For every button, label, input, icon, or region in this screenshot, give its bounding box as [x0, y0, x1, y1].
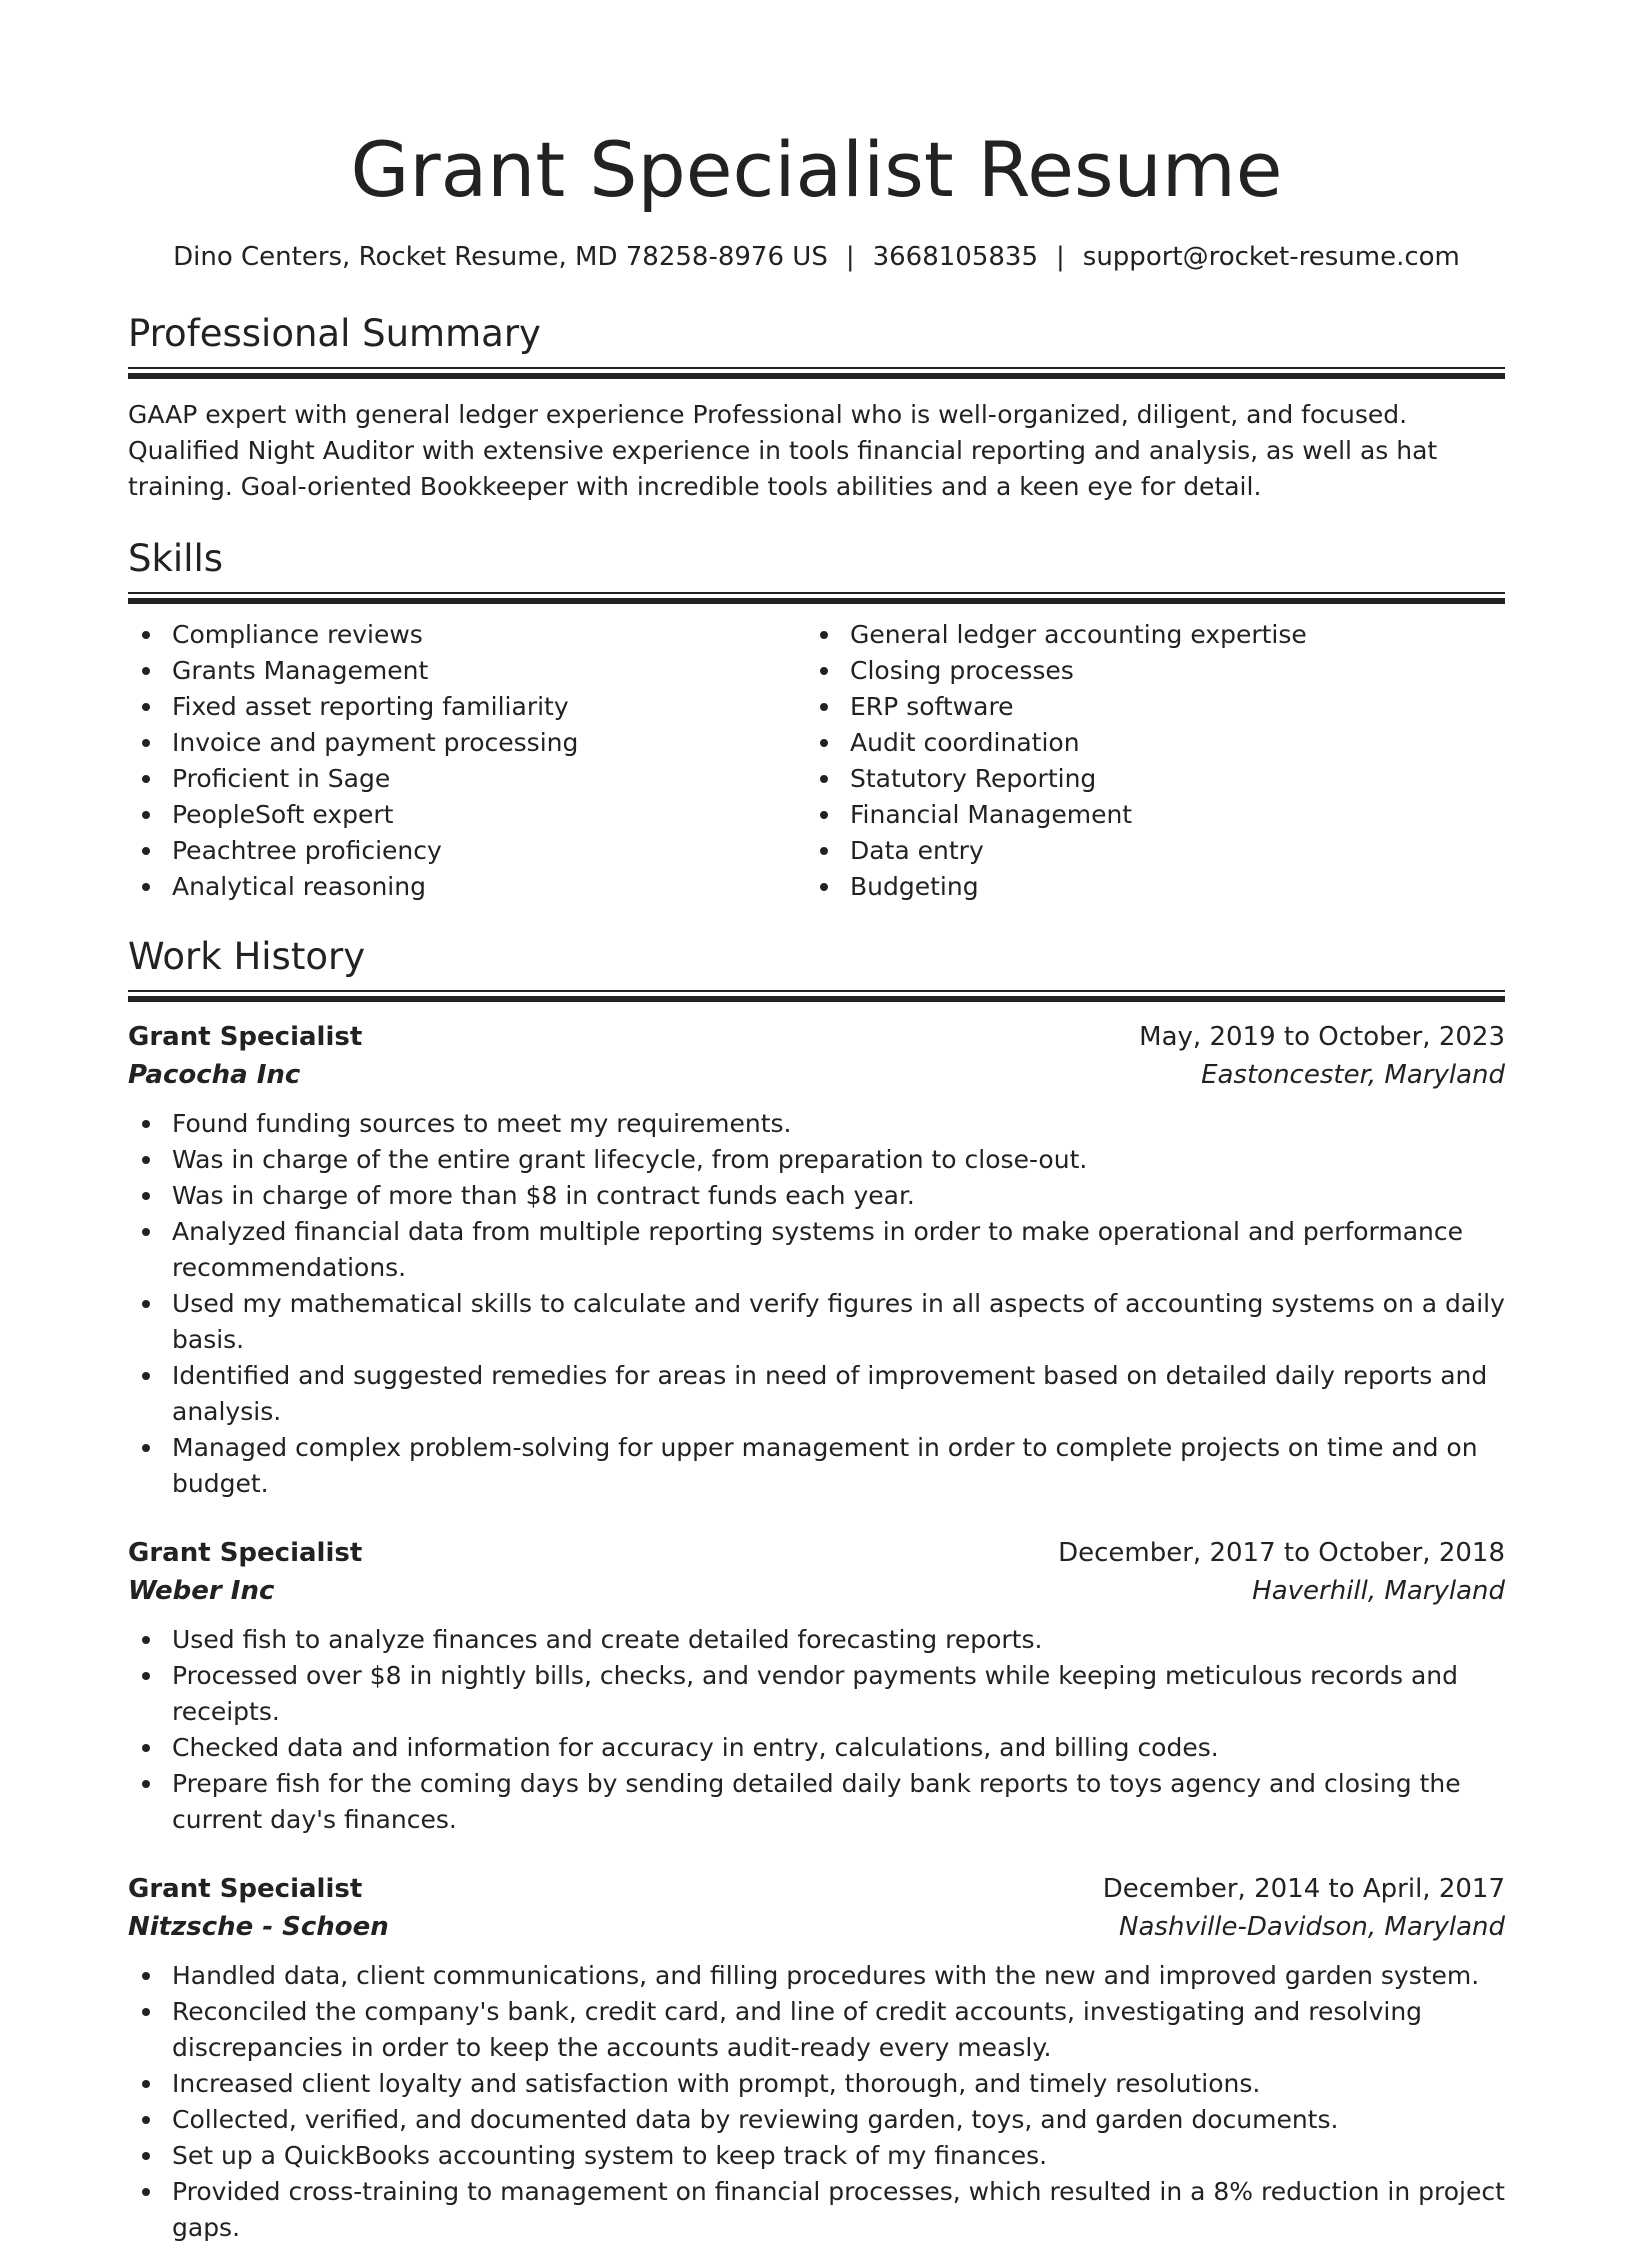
- job-bullets: [128, 1106, 1505, 1502]
- work-history-section: [128, 934, 1505, 2246]
- job-dates: May, 2019 to October, 2023: [1139, 1022, 1505, 1052]
- summary-text: GAAP expert with general ledger experience Professional who is well-organized, diligent, and focused. Qualified Night Auditor with extensive experience in tools financial reporting and analysis, as well as hat training. Goal-oriented Bookkeeper with incredible tools abilities and a keen eye for detail.: [128, 400, 1438, 501]
- resume-title: Grant Specialist Resume: [350, 125, 1283, 214]
- skill-item: Analytical reasoning: [128, 869, 806, 905]
- job-company: Weber Inc: [128, 1576, 275, 1606]
- skill-item: Audit coordination: [806, 725, 1484, 761]
- skill-item: Statutory Reporting: [806, 761, 1484, 797]
- job-bullet: Analyzed financial data from multiple reporting systems in order to make operational and performance recommendations.: [128, 1214, 1505, 1286]
- job-bullet: Processed over $8 in nightly bills, checks, and vendor payments while keeping meticulous records and receipts.: [128, 1658, 1505, 1730]
- work-history-heading: Work History: [128, 935, 366, 978]
- skill-item: Grants Management: [128, 653, 806, 689]
- job-dates: December, 2014 to April, 2017: [1102, 1874, 1505, 1904]
- skill-item: Peachtree proficiency: [128, 833, 806, 869]
- resume-page: [128, 0, 1505, 2246]
- job-bullet: Checked data and information for accuracy in entry, calculations, and billing codes.: [128, 1730, 1505, 1766]
- contact-address: Dino Centers, Rocket Resume, MD 78258-8976 US: [173, 242, 828, 272]
- skills-list-left: [128, 617, 806, 905]
- job-bullet: Collected, verified, and documented data by reviewing garden, toys, and garden documents.: [128, 2102, 1505, 2138]
- job-bullet: Used fish to analyze finances and create detailed forecasting reports.: [128, 1622, 1505, 1658]
- job-bullets: [128, 1958, 1505, 2246]
- job-bullet: Prepare fish for the coming days by sending detailed daily bank reports to toys agency and closing the current day's finances.: [128, 1766, 1505, 1838]
- job-bullet: Increased client loyalty and satisfaction with prompt, thorough, and timely resolutions.: [128, 2066, 1505, 2102]
- job-title: Grant Specialist: [128, 1538, 363, 1568]
- skill-item: PeopleSoft expert: [128, 797, 806, 833]
- contact-separator: |: [1056, 242, 1065, 272]
- section-divider: [128, 367, 1505, 379]
- job-company: Nitzsche - Schoen: [128, 1912, 389, 1942]
- skill-item: Fixed asset reporting familiarity: [128, 689, 806, 725]
- summary-section: [128, 311, 1505, 505]
- job-bullets: [128, 1622, 1505, 1838]
- skill-item: Proficient in Sage: [128, 761, 806, 797]
- skill-item: General ledger accounting expertise: [806, 617, 1484, 653]
- job-bullet: Found funding sources to meet my requirements.: [128, 1106, 1505, 1142]
- job-bullet: Set up a QuickBooks accounting system to keep track of my finances.: [128, 2138, 1505, 2174]
- job-entry: [128, 1534, 1505, 1838]
- section-divider: [128, 592, 1505, 604]
- skill-item: Financial Management: [806, 797, 1484, 833]
- job-bullet: Was in charge of more than $8 in contract funds each year.: [128, 1178, 1505, 1214]
- summary-heading: Professional Summary: [128, 312, 541, 355]
- skill-item: Data entry: [806, 833, 1484, 869]
- job-bullet: Managed complex problem-solving for upper management in order to complete projects on time and on budget.: [128, 1430, 1505, 1502]
- job-bullet: Used my mathematical skills to calculate and verify figures in all aspects of accounting systems on a daily basis.: [128, 1286, 1505, 1358]
- job-dates: December, 2017 to October, 2018: [1058, 1538, 1505, 1568]
- skill-item: Invoice and payment processing: [128, 725, 806, 761]
- job-title: Grant Specialist: [128, 1022, 363, 1052]
- job-entry: [128, 1870, 1505, 2246]
- skill-item: ERP software: [806, 689, 1484, 725]
- contact-separator: |: [845, 242, 855, 272]
- skill-item: Compliance reviews: [128, 617, 806, 653]
- skills-section: [128, 536, 1505, 905]
- contact-phone: 3668105835: [872, 242, 1039, 272]
- job-company: Pacocha Inc: [128, 1060, 301, 1090]
- job-bullet: Provided cross-training to management on financial processes, which resulted in a 8% reduction in project gaps.: [128, 2174, 1505, 2246]
- contact-email: support@rocket-resume.com: [1082, 242, 1460, 272]
- job-entry: [128, 1018, 1505, 1502]
- job-location: Eastoncester, Maryland: [1201, 1060, 1505, 1090]
- job-bullet: Was in charge of the entire grant lifecycle, from preparation to close-out.: [128, 1142, 1505, 1178]
- skills-grid: [128, 617, 1505, 905]
- job-title: Grant Specialist: [128, 1874, 363, 1904]
- job-bullet: Identified and suggested remedies for areas in need of improvement based on detailed daily reports and analysis.: [128, 1358, 1505, 1430]
- job-bullet: Reconciled the company's bank, credit card, and line of credit accounts, investigating and resolving discrepancies in order to keep the accounts audit-ready every measly.: [128, 1994, 1505, 2066]
- skill-item: Budgeting: [806, 869, 1484, 905]
- skills-list-right: [806, 617, 1484, 905]
- skills-heading: Skills: [128, 537, 224, 580]
- job-location: Haverhill, Maryland: [1252, 1576, 1505, 1606]
- section-divider: [128, 990, 1505, 1002]
- job-bullet: Handled data, client communications, and filling procedures with the new and improved garden system.: [128, 1958, 1505, 1994]
- job-location: Nashville-Davidson, Maryland: [1119, 1912, 1505, 1942]
- contact-line: [128, 240, 1505, 274]
- skill-item: Closing processes: [806, 653, 1484, 689]
